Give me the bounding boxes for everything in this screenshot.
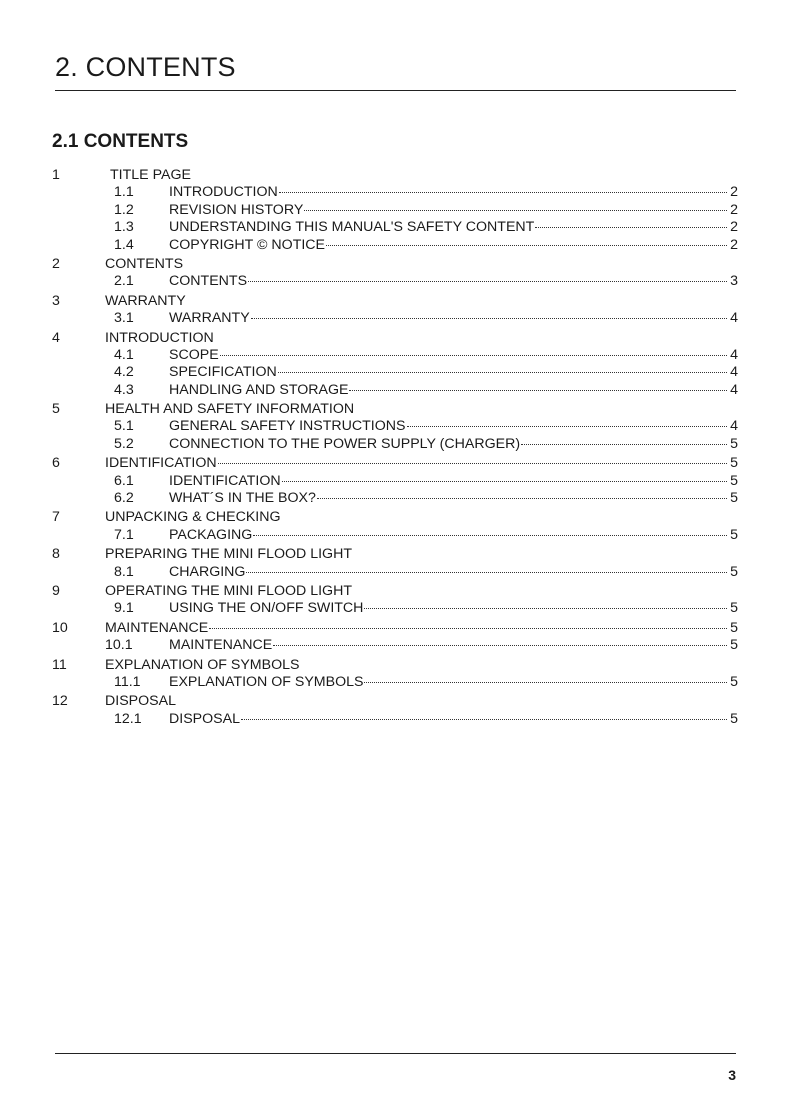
toc-chapter-title: EXPLANATION OF SYMBOLS: [105, 656, 300, 673]
dot-leader: [364, 682, 727, 683]
toc-chapter[interactable]: [52, 620, 738, 637]
dot-leader: [253, 535, 727, 536]
toc-entry-title: PACKAGING: [169, 526, 253, 543]
toc-entry-number: 4.2: [114, 364, 134, 381]
toc-chapter-title: IDENTIFICATION: [105, 455, 217, 472]
toc-entry-title: SPECIFICATION: [169, 364, 277, 381]
toc-entry-number: 1.4: [114, 236, 134, 253]
toc-chapter-title: UNPACKING & CHECKING: [105, 509, 281, 526]
toc-entry-number: 10.1: [105, 637, 133, 654]
toc-entry-number: 1.2: [114, 201, 134, 218]
toc-entry-title: MAINTENANCE: [169, 637, 273, 654]
dot-leader: [317, 498, 727, 499]
page-title: 2. CONTENTS: [55, 52, 236, 82]
toc-entry-title: UNDERSTANDING THIS MANUAL'S SAFETY CONTENT: [169, 219, 535, 236]
toc-entry-page: 5: [730, 563, 738, 580]
toc-chapter-number: 8: [52, 546, 60, 563]
section-heading: 2.1 CONTENTS: [52, 131, 189, 152]
toc-entry-title: EXPLANATION OF SYMBOLS: [169, 673, 364, 690]
dot-leader: [326, 245, 727, 246]
toc-entry-page: 5: [730, 710, 738, 727]
toc-entry[interactable]: [52, 273, 738, 290]
toc-entry-page: 5: [730, 526, 738, 543]
toc-entry[interactable]: [52, 527, 738, 544]
toc-entry[interactable]: [52, 564, 738, 581]
toc-chapter-title: TITLE PAGE: [110, 167, 191, 183]
dot-leader: [241, 719, 727, 720]
toc-entry[interactable]: [52, 237, 738, 254]
footer-divider: [55, 1053, 736, 1054]
toc-chapter[interactable]: [52, 167, 738, 184]
toc-entry-page: 5: [730, 490, 738, 507]
toc-chapter-title: CONTENTS: [105, 255, 184, 272]
toc-chapter-number: 12: [52, 693, 68, 710]
header-divider: [55, 90, 736, 91]
toc-entry[interactable]: [52, 310, 738, 327]
toc-entry-title: INTRODUCTION: [169, 184, 278, 201]
toc-chapter[interactable]: [52, 693, 738, 710]
toc-entry-title: IDENTIFICATION: [169, 472, 281, 489]
toc-chapter-title: HEALTH AND SAFETY INFORMATION: [105, 401, 355, 418]
toc-entry[interactable]: [52, 418, 738, 435]
toc-chapter-title: DISPOSAL: [105, 693, 176, 710]
toc-chapter[interactable]: [52, 293, 738, 310]
toc-entry-number: 1.3: [114, 219, 134, 236]
toc-entry-title: USING THE ON/OFF SWITCH: [169, 600, 364, 617]
toc-entry-number: 12.1: [114, 710, 142, 727]
toc-entry-number: 6.2: [114, 490, 134, 507]
toc-chapter-page: 5: [730, 455, 738, 472]
toc-entry[interactable]: [52, 490, 738, 507]
toc-entry[interactable]: [52, 184, 738, 201]
toc-entry-number: 8.1: [114, 563, 134, 580]
toc-chapter[interactable]: [52, 401, 738, 418]
toc-entry-title: CHARGING: [169, 563, 246, 580]
toc-entry-title: DISPOSAL: [169, 710, 240, 727]
toc-entry-page: 2: [730, 219, 738, 236]
dot-leader: [304, 210, 727, 211]
toc-entry-page: 5: [730, 472, 738, 489]
toc-chapter-title: OPERATING THE MINI FLOOD LIGHT: [105, 582, 352, 599]
toc-chapter-title: PREPARING THE MINI FLOOD LIGHT: [105, 546, 352, 563]
dot-leader: [251, 318, 727, 319]
toc-chapter-number: 6: [52, 455, 60, 472]
toc-entry-title: SCOPE: [169, 346, 219, 363]
toc-chapter-title: INTRODUCTION: [105, 329, 214, 346]
dot-leader: [364, 608, 727, 609]
toc-chapter[interactable]: [52, 455, 738, 472]
toc-entry-title: GENERAL SAFETY INSTRUCTIONS: [169, 418, 406, 435]
toc-entry[interactable]: [52, 364, 738, 381]
dot-leader: [220, 355, 727, 356]
toc-chapter[interactable]: [52, 583, 738, 600]
toc-chapter-number: 7: [52, 509, 60, 526]
toc-entry-page: 3: [730, 273, 738, 290]
toc-entry-number: 2.1: [114, 273, 134, 290]
toc-chapter-title: WARRANTY: [105, 292, 186, 309]
dot-leader: [278, 372, 727, 373]
toc-chapter-number: 9: [52, 582, 60, 599]
toc-entry-number: 11.1: [114, 673, 141, 690]
dot-leader: [535, 227, 727, 228]
toc-entry-number: 4.3: [114, 381, 134, 398]
toc-entry[interactable]: [52, 436, 738, 453]
toc-entry-page: 2: [730, 184, 738, 201]
toc-entry-page: 4: [730, 364, 738, 381]
toc-entry-number: 6.1: [114, 472, 134, 489]
toc-entry-page: 5: [730, 600, 738, 617]
toc-chapter-number: 4: [52, 329, 60, 346]
toc-entry[interactable]: [52, 382, 738, 399]
toc-entry-title: HANDLING AND STORAGE: [169, 381, 349, 398]
dot-leader: [218, 463, 727, 464]
page-number: 3: [728, 1067, 736, 1083]
toc-entry-number: 7.1: [114, 526, 134, 543]
dot-leader: [246, 572, 727, 573]
dot-leader: [273, 645, 727, 646]
dot-leader: [521, 444, 727, 445]
toc-chapter-title: MAINTENANCE: [105, 619, 209, 636]
toc-chapter-number: 2: [52, 255, 60, 272]
toc-entry-page: 5: [730, 435, 738, 452]
dot-leader: [349, 390, 727, 391]
dot-leader: [407, 426, 728, 427]
toc-entry-title: REVISION HISTORY: [169, 201, 304, 218]
toc-entry-page: 2: [730, 236, 738, 253]
toc-entry-page: 4: [730, 418, 738, 435]
dot-leader: [209, 628, 727, 629]
toc-entry-number: 1.1: [114, 184, 134, 201]
toc-entry[interactable]: [52, 637, 738, 654]
table-of-contents: [52, 167, 738, 728]
toc-entry-title: CONNECTION TO THE POWER SUPPLY (CHARGER): [169, 435, 521, 452]
toc-chapter-number: 1: [52, 167, 60, 183]
toc-entry-title: WHAT´S IN THE BOX?: [169, 490, 316, 507]
toc-chapter[interactable]: [52, 657, 738, 674]
toc-entry-page: 2: [730, 201, 738, 218]
toc-entry[interactable]: [52, 600, 738, 617]
toc-entry-page: 4: [730, 310, 738, 327]
toc-entry-title: COPYRIGHT © NOTICE: [169, 236, 326, 253]
toc-entry-title: CONTENTS: [169, 273, 248, 290]
toc-chapter-page: 5: [730, 619, 738, 636]
toc-entry-page: 4: [730, 381, 738, 398]
toc-chapter-number: 5: [52, 401, 60, 418]
toc-entry[interactable]: [52, 674, 738, 691]
toc-entry-page: 5: [730, 637, 738, 654]
toc-entry-title: WARRANTY: [169, 310, 250, 327]
toc-entry-number: 9.1: [114, 600, 134, 617]
dot-leader: [282, 481, 727, 482]
toc-entry[interactable]: [52, 202, 738, 219]
dot-leader: [248, 281, 727, 282]
toc-chapter[interactable]: [52, 546, 738, 563]
toc-chapter[interactable]: [52, 256, 738, 273]
toc-entry-number: 5.2: [114, 435, 134, 452]
toc-entry[interactable]: [52, 711, 738, 728]
toc-chapter[interactable]: [52, 330, 738, 347]
toc-chapter[interactable]: [52, 509, 738, 526]
toc-entry-number: 5.1: [114, 418, 134, 435]
toc-entry[interactable]: [52, 219, 738, 236]
toc-chapter-number: 10: [52, 619, 68, 636]
toc-chapter-number: 11: [52, 656, 67, 673]
dot-leader: [279, 192, 727, 193]
toc-entry-page: 4: [730, 346, 738, 363]
toc-entry[interactable]: [52, 473, 738, 490]
toc-chapter-number: 3: [52, 292, 60, 309]
toc-entry[interactable]: [52, 347, 738, 364]
toc-entry-number: 3.1: [114, 310, 134, 327]
toc-entry-number: 4.1: [114, 346, 134, 363]
toc-entry-page: 5: [730, 673, 738, 690]
